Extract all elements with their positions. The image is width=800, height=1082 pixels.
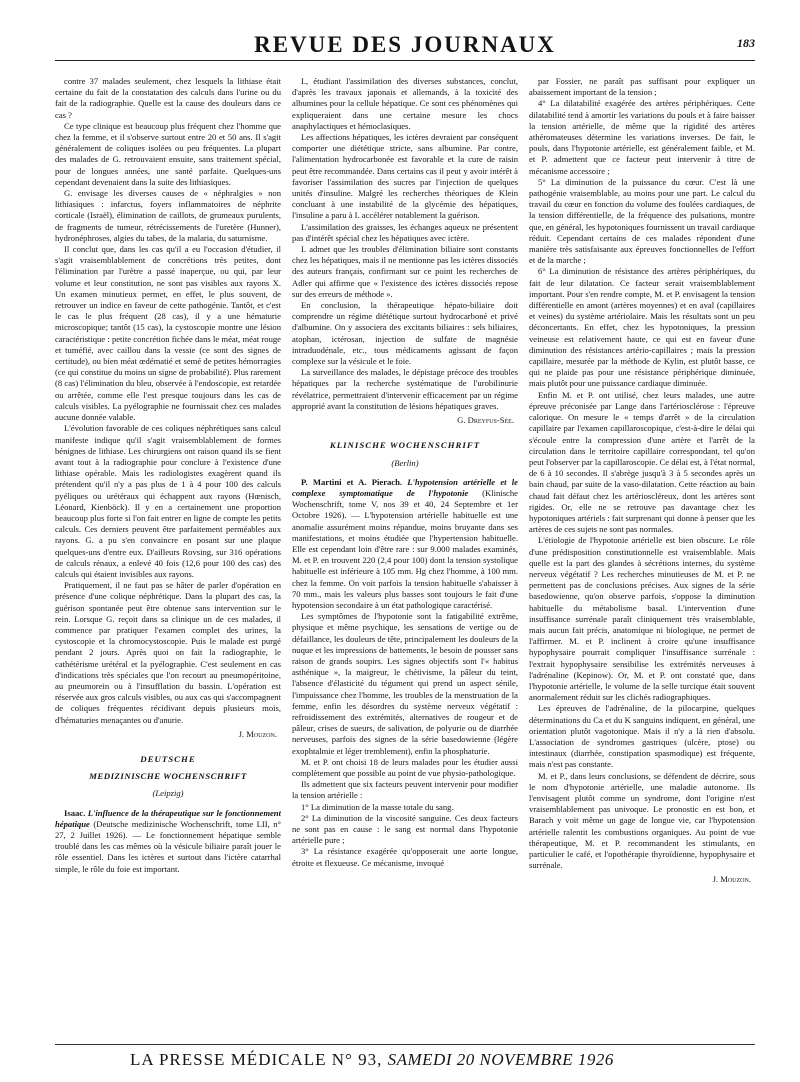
section-journal-title: KLINISCHE WOCHENSCHRIFT (329, 440, 481, 451)
paragraph: En conclusion, la thérapeutique hépato-biliaire doit comprendre un régime diététique surtout hydrocarboné et privé d'albumine. On y associera des excitants biliaires : sels biliaires, atophan, ictérosan, injection de sulfate de magnésie intraduodénale, etc., tous médicaments agissant de façon complexe sur la vésicule et le foie. (292, 300, 518, 367)
column-1 (55, 76, 281, 1051)
paragraph: Le fonctionnement hépatique semble troublé dans les cas mêmes où la vésicule biliaire paraît jouer le rôle essentiel. Dans les ictères et surtout dans l'ictère catarrhal simple, le rôle du foie est important. (55, 830, 281, 874)
signature: J. Mouzon. (238, 728, 277, 739)
column-3 (529, 76, 755, 1051)
journal-title: REVUE DES JOURNAUX (254, 32, 556, 57)
paragraph: L'hypotension artérielle habituelle est une anomalie assurément moins répandue, moins bruyante dans ses manifestations, et moins étudiée que l'hypertension habituelle. Elle est cependant loin d'être rare : sur 9.000 malades examinés, M. et P. en trouvent 220 (2,4 pour 100) dont la tension systolique habituelle est inférieure à 105 mm. Hg chez l'homme, à 100 mm. chez la femme. On voit parfois la tension habituelle s'abaisser à 70 mm., mais les valeurs plus basses sont toujours le fait d'une hypotension secondaire à un état pathologique caractérisé. (292, 510, 518, 610)
paragraph: 2° La diminution de la viscosité sanguine. Ces deux facteurs ne sont pas en cause : le sang est normal dans l'hypotonie artérielle pure ; (292, 812, 518, 846)
paragraph: Il conclut que, dans les cas qu'il a eu l'occasion d'étudier, il s'agit vraisemblablement de concrétions très petites, dont l'élimination par l'urètre a passé inaperçue, ou qui, par leur volume et leur constitution, ne sont pas visibles aux rayons X. Un examen minutieux permet, en effet, le plus souvent, de retrouver un indice en faveur de cette pathogénie. Tantôt, et c'est le cas le plus fréquent (28 cas), il y a une hématurie microscopique; tantôt (15 cas), la cystoscopie montre une lésion caractéristique : petite concrétion fichée dans le méat, méat rouge et tuméfié, avec caillou dans la vessie (ce sont des signes de certitude), ou bien méat œdématié et semé de petites hémorragies (ce qui constitue du moins un signe de probabilité). Plus rarement (8 cas) l'élimination du bleu, observée à l'endoscopie, est retardée ou arrêtée, comme elle l'est presque toujours dans les cas de calculs visibles. La pyélographie ne fournissait chez ces malades aucune donnée valable. (55, 244, 281, 423)
paragraph: I. admet que les troubles d'élimination biliaire sont constants chez les hépatiques, mais il ne mentionne pas les ictères dissociés des auteurs français, confirmant sur ce point les recherches de Adler qui affirme que « l'existence des ictères dissociés repose sur des erreurs de méthode ». (292, 244, 518, 299)
paragraph: Les affections hépatiques, les ictères devraient par conséquent comporter une diététique stricte, sans albumine. Par contre, l'alimentation hydrocarbonée est favorable et la cure de raisin peut être recommandée. Dans certains cas il peut y avoir intérêt à favoriser l'assimilation des sucres par l'injection de quelques unités d'insuline. Malgré les recherches théoriques de Klein concluant à une instabilité de la glycémie des hépatiques, l'insuline a paru à I. accélérer notablement la guérison. (292, 132, 518, 221)
section-journal-title: DEUTSCHE (140, 753, 196, 764)
paragraph: L'étiologie de l'hypotonie artérielle est bien obscure. Le rôle d'une prédisposition constitutionnelle est vraisemblable. Mais quelle est la part des glandes à sécrétions internes, du système nerveux végétatif ? Les recherches minutieuses de M. et P. ne permettent pas de conclusions précises. Aux signes de la série basedowienne, qu'on observe parfois, s'oppose la diminution habituelle du métabolisme basal. L'intervention d'une insuffisance surrénale paraît cliniquement très vraisemblable, mais aucun fait précis, anatomique ni biologique, ne permet de l'affirmer. M. et P. inclinent à croire qu'une insuffisance hypophysaire pourrait compliquer l'insuffisance surrénale : l'extrait hypophysaire sensibilise les extrémités nerveuses à l'adrénaline (Kepinow). Or, M. et P. ont constaté que, dans l'hypotonie artérielle, le volume de la selle turcique était souvent anormalement réduit sur les clichés radiographiques. (529, 535, 755, 703)
header-rule (55, 60, 755, 61)
paragraph: Les symptômes de l'hypotonie sont la fatigabilité extrême, physique et même psychique, les sensations de vertige ou de défaillance, les douleurs de tête, principalement les douleurs de la nuque et les impressions de battements, le besoin de pousser sans raison de grands soupirs. Les signes objectifs sont l'« habitus asthénique », la maigreur, le chétivisme, la pâleur du teint, l'absence d'élasticité du tégument qui prend un aspect sénile, l'impuissance chez l'homme, les troubles de la menstruation de la femme, enfin les désordres du système nerveux végétatif : refroidissement des extrémités, alternatives de rougeur et de pâleur, crises de sueurs, de salivation, de polyurie ou de diarrhée nerveuses, parfois des signes de la série basedowienne (légère exophtalmie et léger tremblement), enfin la phosphaturie. (292, 611, 518, 756)
paragraph: L'évolution favorable de ces coliques néphrétiques sans calcul manifeste indique qu'il s'agit vraisemblablement de formes bénignes de lithiase. Les chirurgiens ont raison quand ils se fient avant tout à la radiographie pour conclure à l'existence d'une lithiase opérable. Mais les radiologistes exagèrent quand ils prétendent qu'il n'y a pas plus de 1 à 4 pour 100 des calculs pyéliques ou urétéraux qui échappent aux rayons (Hœnisch, Léonard, Kienböck). Il y en a certainement une proportion beaucoup plus forte si l'on fait entrer en ligne de compte les petits calculs. Ces derniers peuvent être parfaitement perméables aux rayons. G. a pu s'en convaincre en posant sur une plaque quelques-uns d'entre eux. D'ailleurs Rovsing, sur 316 opérations de calculs rénaux, a enlevé 40 fois (12,6 pour 100 des cas) des calculs qui étaient invisibles aux rayons. (55, 423, 281, 579)
paragraph: Ils admettent que six facteurs peuvent intervenir pour modifier la tension artérielle : (292, 779, 518, 801)
issue-number: N° 93, (331, 1050, 383, 1069)
footer-rule (55, 1044, 755, 1045)
article-citation (55, 808, 281, 875)
article-source: (Deutsche medizinische Wochenschrift, tome LII, n° 27, 2 Juillet 1926). — (55, 818, 281, 840)
paragraph: I., étudiant l'assimilation des diverses substances, conclut, d'après les travaux japonais et allemands, à la toxicité des albumines pour la cellule hépatique. Ce sont ces phénomènes qui expliqueraient dans une certaine mesure les chocs anaphylactiques et hémoclasiques. (292, 76, 518, 131)
article-author: Isaac. (64, 807, 86, 818)
paragraph: par Fossier, ne paraît pas suffisant pour expliquer un abaissement important de la tension ; (529, 76, 755, 98)
signature: G. Dreyfus-Sée. (457, 415, 514, 426)
paragraph: Pratiquement, il ne faut pas se hâter de parler d'opération en présence d'une colique néphrétique. Dans la plupart des cas, la guérison spontanée peut être obtenue sans intervention sur le rein. Lorsque G. reçoit dans sa clinique un de ces malades, il commence par pratiquer l'examen complet des urines, la cystoscopie et la chromocystoscopie. Puis le malade est purgé pendant 2 jours. Après quoi on fait la radiographie, le cathétérisme urétéral et la pyélographie. C'est seulement en cas d'indications très spéciales que l'on recourt au pneumopéritoine, au pneumorein ou à l'insufflation du bassin. L'opération est réservée aux gros calculs visibles, ou aux cas qui s'accompagnent de coliques fréquentes récidivant depuis plusieurs mois, d'hématuries menaçantes ou d'anurie. (55, 580, 281, 725)
page-number: 183 (737, 36, 755, 50)
paragraph: Ce type clinique est beaucoup plus fréquent chez l'homme que chez la femme, et il s'observe surtout entre 20 et 50 ans. Il s'agit généralement de coliques isolées ou peu fréquentes. La plupart des malades de G. retrouvaient ensuite, sans traitement spécial, pour de longues années, une santé parfaite. Quelques-uns cependant devenaient dans la suite des lithiasiques. (55, 120, 281, 187)
paragraph: 1° La diminution de la masse totale du sang. (301, 801, 454, 812)
page-header (55, 28, 755, 64)
article-citation (292, 477, 518, 611)
paragraph: 5° La diminution de la puissance du cœur. C'est là une pathogénie vraisemblable, au moins pour une part. Le calcul du travail du cœur en fonction du volume des foulées cardiaques, de la tension différentielle, de la fréquence des pulsations, montre que, en général, les hypotoniques fournissent un travail cardiaque réduit. Cependant certains de ces malades répondent d'une manière très satisfaisante aux épreuves fonctionnelles de l'effort et de la marche ; (529, 176, 755, 266)
issue-date: SAMEDI 20 NOVEMBRE 1926 (387, 1050, 614, 1069)
section-journal-city: (Leipzig) (152, 788, 184, 799)
section-journal-city: (Berlin) (391, 457, 419, 468)
article-title: L'influence de la thérapeutique sur le fonctionnement hépatique (55, 807, 281, 829)
paragraph: 3° La résistance exagérée qu'opposerait une aorte longue, étroite et flexueuse. Ce mécanisme, invoqué (292, 846, 518, 868)
publication-name: LA PRESSE MÉDICALE (130, 1050, 327, 1069)
article-author: P. Martini et A. Pierach. (301, 476, 403, 487)
paragraph: La surveillance des malades, le dépistage précoce des troubles hépatiques par la recherche systématique de l'urobilinurie révélatrice, permettraient d'intervenir efficacement par un régime approprié avant la constitution de lésions hépatiques graves. (292, 367, 518, 411)
paragraph: contre 37 malades seulement, chez lesquels la lithiase était certaine du fait de la constatation des calculs dans l'urine ou du fait de la radiographie. Quelle est la cause des douleurs dans ce cas ? (55, 76, 281, 120)
paragraph: L'assimilation des graisses, les échanges aqueux ne présentent pas d'intérêt spécial chez les hépatiques avec ictère. (292, 221, 518, 243)
paragraph: G. envisage les diverses causes de « néphralgies » non lithiasiques : infarctus, foyers inflammatoires de néphrite corticale (Israël), élimination de caillots, de grumeaux purulents, de fragments de tumeur, rétrécissements de l'uretère (Hunner), hydronéphroses, algies du tabes, de la malaria, du saturnisme. (55, 188, 281, 243)
page-footer (130, 1050, 750, 1076)
paragraph: M. et P. ont choisi 18 de leurs malades pour les étudier aussi complètement que possible au point de vue physio-pathologique. (292, 756, 518, 778)
section-journal-title-line2: MEDIZINISCHE WOCHENSCHRIFT (89, 771, 247, 782)
article-source: (Klinische Wochenschrift, tome V, nos 39 et 40, 24 Septembre et 1er Octobre 1926). — (292, 487, 518, 521)
paragraph: Enfin M. et P. ont utilisé, chez leurs malades, une autre épreuve préconisée par Lange dans l'artériosclérose : l'épreuve calorique. On mesure le « temps d'arrêt » de la circulation capillaire par l'examen capillaroscopique, c'est-à-dire le délai qui s'écoule entre la compression d'une artère et l'arrêt de la circulation dans le territoire capillaire correspondant, tel qu'on peut l'observer par la capillaroscopie. Ce délai est, à l'état normal, de 6 à 10 secondes. Il s'abrège jusqu'à 3 à 5 secondes après un bain chaud, par suite de la vaso-dilatation. Cette réaction au bain chaud fait défaut chez les artérioscléreux, dont les artères sont rigides. Or, elle ne se retrouve pas davantage chez les hypotoniques artériels : fait surprenant qui donne à penser que les artères de ces sujets ne sont pas normales. (529, 389, 755, 535)
paragraph: M. et P., dans leurs conclusions, se défendent de décrire, sous le nom d'hypotonie artérielle, une maladie autonome. Ils l'envisagent plutôt comme un syndrome, dont l'origine n'est vraisemblablement pas univoque. Le pronostic en est bon, et Barach y voit même un gage de longue vie, car l'hypotension artérielle ralentit les combustions organiques. Au point de vue thérapeutique, M. et P. recommandent les stimulants, en particulier le café, et l'opothérapie thyroïdienne, hypophysaire et surrénale. (529, 770, 755, 871)
paragraph: 6° La diminution de résistance des artères périphériques, du fait de leur dilatation. Ce facteur serait vraisemblablement important. Pour s'en rendre compte, M. et P. envisagent la tension différentielle en amont (artères moyennes) et en aval (capillaires et veines) du système artériolaire. Mais les résultats sont un peu déconcertants. En effet, chez les hypotoniques, la pression veineuse est relativement haute, ce qui est en faveur d'une diminution des résistances artério-capillaires ; mais la pression capillaire, mesurée par la méthode de Kylin, est plutôt basse, ce qui ne plaide pas pour une résistance périphérique diminuée, mais plutôt pour une puissance cardiaque diminuée. (529, 266, 755, 389)
column-2 (292, 76, 518, 1051)
paragraph: 4° La dilatabilité exagérée des artères périphériques. Cette dilatabilité tend à amortir les variations du pouls et à faire baisser la tension artérielle, de même que la rigidité des artères athéromateuses détermine les variations inverses. De fait, le pouls, dans l'hypotonie artérielle, est généralement faible, et M. et P. admettent que ce facteur peut intervenir à titre de mécanisme accessoire ; (529, 98, 755, 176)
paragraph: Les épreuves de l'adrénaline, de la pilocarpine, quelques déterminations du Ca et du K sanguins indiquent, en général, une orientation plutôt vagotonique. Mais il n'y a là rien d'absolu. L'association de syndromes gastriques (ulcère, ptose) ou intestinaux (diarrhée, constipation spasmodique) est fréquente, mais n'est pas constante. (529, 703, 755, 770)
article-title: L'hypotension artérielle et le complexe symptomatique de l'hypotonie (292, 476, 518, 498)
signature: J. Mouzon. (712, 874, 751, 885)
